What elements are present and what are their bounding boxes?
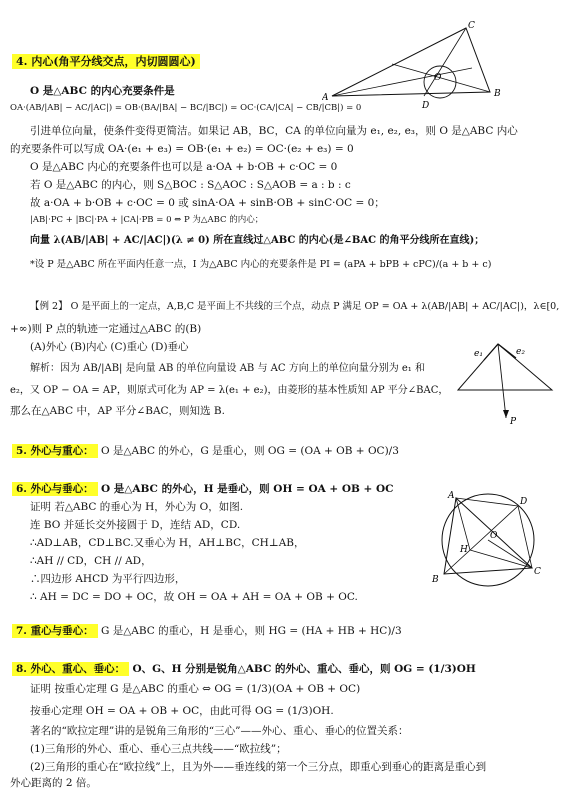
fig1-label-c: C bbox=[468, 21, 475, 31]
line-oc bbox=[488, 540, 532, 568]
s4-line-5: O 是△ABC 内心的充要条件也可以是 a·OA + b·OB + c·OC = 0 bbox=[30, 161, 338, 173]
fig3-label-d: D bbox=[520, 497, 528, 507]
fig3-label-h: H bbox=[460, 545, 468, 555]
ex2-line-5: e₂，又 OP − OA = AP，则原式可化为 AP = λ(e₁ + e₂)，由菱形的基本性质知 AP 平分∠BAC， bbox=[10, 385, 449, 396]
s8-proof-5: (2)三角形的重心在“欧拉线”上，且为外——垂连线的第一个三分点，即重心到垂心的距离是重心到 bbox=[30, 761, 487, 773]
s6-proof-1: 证明 若△ABC 的垂心为 H，外心为 O，如图. bbox=[30, 501, 244, 513]
s4-line-2: OA·(AB/|AB| − AC/|AC|) = OB·(BA/|BA| − BC/|BC|) = OC·(CA/|CA| − CB/|CB|) = 0 bbox=[10, 103, 362, 113]
s4-line-7: 故 a·OA + b·OB + c·OC = 0 或 sinA·OA + sinB·OB + sinC·OC = 0； bbox=[30, 197, 385, 209]
s4-line-8: |AB|·PC + |BC|·PA + |CA|·PB = 0 ⇔ P 为△ABC 的内心； bbox=[30, 215, 264, 225]
bisector-a bbox=[332, 68, 472, 96]
section-5-row bbox=[12, 444, 399, 459]
circumcircle-figure bbox=[428, 488, 548, 588]
bisector-ap bbox=[498, 344, 506, 418]
s4-line-6: 若 O 是△ABC 的内心，则 S△BOC : S△AOC : S△AOB = a : b : c bbox=[30, 179, 351, 191]
unit-vector-e1 bbox=[484, 344, 498, 360]
fig1-label-b: B bbox=[494, 89, 501, 99]
s6-proof-6: ∴ AH = DC = DO + OC，故 OH = OA + AH = OA + OB + OC. bbox=[30, 591, 358, 603]
triangle-outline bbox=[458, 344, 552, 390]
section-6-row bbox=[12, 482, 394, 497]
section-4-heading bbox=[12, 54, 200, 70]
section-7-text: G 是△ABC 的重心，H 是垂心，则 HG = (HA + HB + HC)/3 bbox=[100, 625, 402, 637]
section-7-title: 7. 重心与垂心： bbox=[12, 624, 98, 638]
s8-proof-2: 按垂心定理 OH = OA + OB + OC，由此可得 OG = (1/3)OH. bbox=[30, 705, 334, 717]
arrow-p bbox=[503, 410, 509, 418]
ex2-line-6: 那么在△ABC 中，AP 平分∠BAC，则知选 B. bbox=[10, 405, 225, 417]
fig1-label-o: O bbox=[434, 73, 442, 83]
section-7-row bbox=[12, 624, 402, 639]
section-5-title: 5. 外心与重心： bbox=[12, 444, 98, 458]
bisector-figure bbox=[450, 334, 560, 426]
s4-line-4: 的充要条件可以写成 OA·(e₁ + e₃) = OB·(e₁ + e₂) = OC·(e₂ + e₃) = 0 bbox=[10, 143, 354, 155]
section-6-title-b: O 是△ABC 的外心，H 是垂心，则 OH = OA + OB + OC bbox=[100, 483, 394, 495]
s4-line-9: 向量 λ(AB/|AB| + AC/|AC|)(λ ≠ 0) 所在直线过△ABC 的内心(是∠BAC 的角平分线所在直线)； bbox=[30, 235, 485, 246]
section-6-title: 6. 外心与垂心： bbox=[12, 482, 98, 496]
s8-proof-4: (1)三角形的外心、重心、垂心三点共线——“欧拉线”； bbox=[30, 743, 287, 755]
fig3-label-b: B bbox=[432, 575, 439, 585]
unit-vector-e2 bbox=[498, 344, 516, 358]
s6-proof-4: ∴AH // CD，CH // AD， bbox=[30, 555, 152, 567]
fig1-label-a: A bbox=[322, 93, 329, 103]
s4-line-10: *设 P 是△ABC 所在平面内任意一点，I 为△ABC 内心的充要条件是 PI = (aPA + bPB + cPC)/(a + b + c) bbox=[30, 259, 492, 270]
s6-proof-3: ∴AD⊥AB，CD⊥BC.又垂心为 H，AH⊥BC，CH⊥AB， bbox=[30, 537, 305, 549]
fig2-label-p: P bbox=[510, 417, 517, 426]
section-8-title: 8. 外心、重心、垂心： bbox=[12, 662, 129, 676]
line-cd bbox=[518, 506, 532, 568]
fig2-label-e2: e₂ bbox=[516, 347, 525, 357]
triangle-abc bbox=[332, 28, 490, 96]
line-bd bbox=[444, 506, 518, 574]
s8-proof-3: 著名的“欧拉定理”讲的是锐角三角形的“三心”——外心、重心、垂心的位置关系： bbox=[30, 725, 409, 737]
s4-line-3: 引进单位向量，使条件变得更简洁。如果记 AB，BC，CA 的单位向量为 e₁, e₂, e₃，则 O 是△ABC 内心 bbox=[30, 125, 518, 137]
ex2-line-4: 解析：因为 AB/|AB| 是向量 AB 的单位向量设 AB 与 AC 方向上的单位向量分别为 e₁ 和 bbox=[30, 363, 425, 374]
section-4-title: 4. 内心(角平分线交点，内切圆圆心) bbox=[12, 54, 200, 69]
s4-line-1: O 是△ABC 的内心充要条件是 bbox=[30, 85, 175, 97]
ex2-line-1: 【例 2】 O 是平面上的一定点，A,B,C 是平面上不共线的三个点，动点 P 满足 OP = OA + λ(AB/|AB| + AC/|AC|)，λ∈[0, bbox=[30, 301, 560, 312]
s8-proof-6: 外心距离的 2 倍。 bbox=[10, 777, 97, 789]
s6-proof-2: 连 BO 并延长交外接圆于 D，连结 AD，CD. bbox=[30, 519, 241, 531]
fig3-label-c: C bbox=[534, 567, 541, 577]
fig3-label-a: A bbox=[448, 491, 455, 501]
section-5-text: O 是△ABC 的外心，G 是重心，则 OG = (OA + OB + OC)/3 bbox=[100, 445, 399, 457]
fig1-label-d: D bbox=[422, 101, 430, 111]
fig3-label-o: O bbox=[490, 531, 498, 541]
section-8-title-b: O、G、H 分别是锐角△ABC 的外心、重心、垂心，则 OG = (1/3)OH bbox=[132, 663, 476, 675]
section-8-row bbox=[12, 662, 476, 677]
ex2-line-2: +∞)则 P 点的轨迹一定通过△ABC 的(B) bbox=[10, 323, 202, 335]
fig2-label-e1: e₁ bbox=[474, 349, 483, 359]
s6-proof-5: ∴四边形 AHCD 为平行四边形， bbox=[30, 573, 186, 585]
s8-proof-1: 证明 按重心定理 G 是△ABC 的重心 ⇔ OG = (1/3)(OA + OB + OC) bbox=[30, 683, 361, 695]
line-ah bbox=[456, 498, 470, 550]
ex2-line-3: (A)外心 (B)内心 (C)重心 (D)垂心 bbox=[30, 341, 189, 353]
